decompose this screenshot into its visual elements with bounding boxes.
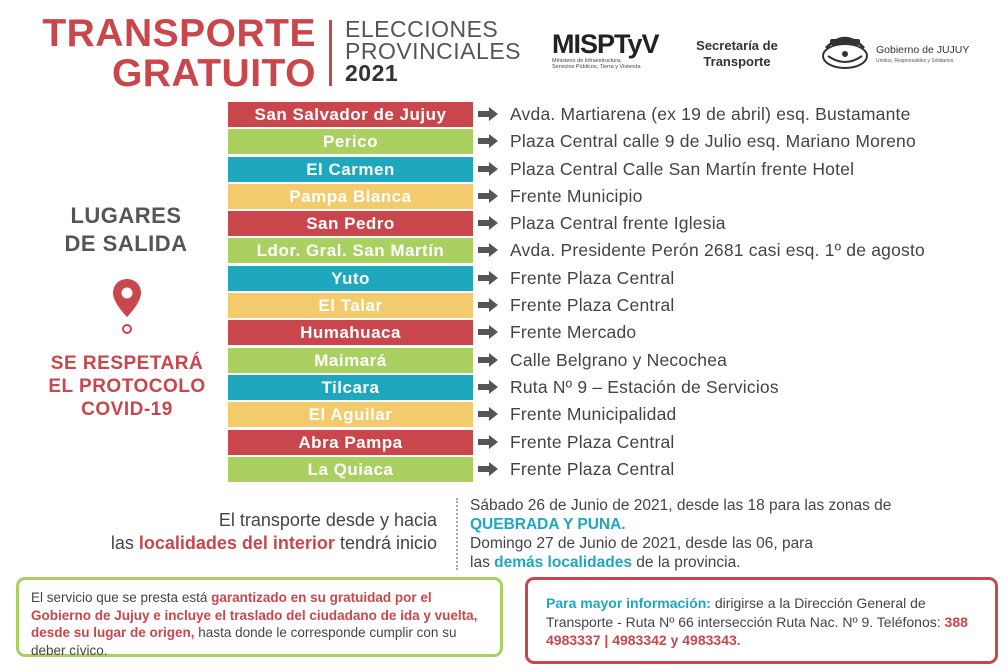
table-row <box>228 292 988 319</box>
table-row <box>228 319 988 346</box>
schedule-line-2 <box>470 515 990 534</box>
schedule-line-4-a: las <box>470 554 495 571</box>
info-text: dirigirse a la Dirección General de Transporte - Ruta Nº 66 intersección Ruta Nac. Nº 9. Teléfonos: <box>546 595 945 630</box>
title-line-1: TRANSPORTE <box>42 12 316 55</box>
info-box <box>525 577 998 664</box>
table-row <box>228 101 988 128</box>
destination-text: Frente Plaza Central <box>510 458 675 479</box>
location-label: Perico <box>228 129 473 155</box>
departure-table <box>228 101 988 483</box>
location-label: El Carmen <box>228 157 473 183</box>
table-row <box>228 210 988 237</box>
main-title <box>38 14 316 94</box>
destination-text: Plaza Central Calle San Martín frente Hotel <box>510 158 855 179</box>
ministry-logo <box>552 30 672 70</box>
location-label: Humahuaca <box>228 320 473 346</box>
transporte-interior-text <box>40 509 437 555</box>
table-row <box>228 156 988 183</box>
lugares-line-1: LUGARES <box>70 203 182 228</box>
gratuidad-box <box>16 577 503 657</box>
location-label: Pampa Blanca <box>228 184 473 210</box>
arrow-right-icon <box>478 271 498 285</box>
location-label: Tilcara <box>228 375 473 401</box>
schedule-quebrada: QUEBRADA Y PUNA. <box>470 516 626 533</box>
transporte-highlight: localidades del interior <box>138 533 335 553</box>
table-row <box>228 347 988 374</box>
location-label: San Salvador de Jujuy <box>228 102 473 128</box>
table-row <box>228 128 988 155</box>
location-label: Abra Pampa <box>228 430 473 456</box>
arrow-right-icon <box>478 407 498 421</box>
elections-heading <box>345 18 521 84</box>
destination-text: Ruta Nº 9 – Estación de Servicios <box>510 376 779 397</box>
gobierno-subtitle: Unidos, Responsables y Solidarios <box>876 58 954 64</box>
schedule-divider <box>456 498 458 570</box>
title-divider <box>329 20 332 86</box>
table-row <box>228 374 988 401</box>
info-phones: 388 4983337 | 4983342 y 4983343. <box>546 613 968 648</box>
destination-text: Avda. Presidente Perón 2681 casi esq. 1º de agosto <box>510 240 925 261</box>
arrow-right-icon <box>478 243 498 257</box>
protocolo-line-1: SE RESPETARÁ <box>50 353 204 374</box>
location-label: San Pedro <box>228 211 473 237</box>
elections-year: 2021 <box>345 60 399 86</box>
destination-text: Plaza Central frente Iglesia <box>510 213 726 234</box>
elections-line-2: PROVINCIALES <box>345 38 521 64</box>
elections-line-1: ELECCIONES <box>345 16 499 42</box>
transporte-line-2-c: tendrá inicio <box>334 533 437 553</box>
transporte-line-2 <box>40 532 437 555</box>
info-label: Para mayor información: <box>546 595 711 611</box>
gratuidad-text-c: hasta donde le corresponde cumplir con su deber cívico. <box>31 625 457 658</box>
arrow-right-icon <box>478 134 498 148</box>
transporte-line-2-a: las <box>110 533 139 553</box>
destination-text: Frente Plaza Central <box>510 431 675 452</box>
destination-text: Avda. Martiarena (ex 19 de abril) esq. Bustamante <box>510 104 911 124</box>
secretaria-logo <box>684 38 790 70</box>
ministry-logo-text: MISPTyV <box>552 29 659 59</box>
protocolo-notice <box>34 352 220 421</box>
arrow-right-icon <box>478 380 498 394</box>
schedule-text <box>470 496 990 572</box>
location-label: El Talar <box>228 293 473 319</box>
location-label: El Aguilar <box>228 402 473 428</box>
table-row <box>228 401 988 428</box>
lugares-heading <box>40 202 212 258</box>
gobierno-name: Gobierno de JUJUY <box>876 44 970 56</box>
transporte-line-1: El transporte desde y hacia <box>218 510 437 530</box>
gobierno-logo <box>816 30 970 76</box>
arrow-right-icon <box>478 462 498 476</box>
arrow-right-icon <box>478 216 498 230</box>
secretaria-line-1: Secretaría de <box>696 38 778 53</box>
location-label: Maimará <box>228 348 473 374</box>
schedule-line-3: Domingo 27 de Junio de 2021, desde las 06, para <box>470 535 813 552</box>
table-row <box>228 429 988 456</box>
destination-text: Frente Municipalidad <box>510 404 677 425</box>
schedule-line-4-c: de la provincia. <box>631 554 741 571</box>
destination-text: Frente Mercado <box>510 322 637 343</box>
protocolo-line-2: EL PROTOCOLO <box>48 376 206 397</box>
table-row <box>228 237 988 264</box>
location-pin-icon <box>111 277 143 335</box>
schedule-line-1: Sábado 26 de Junio de 2021, desde las 18 para las zonas de <box>470 497 892 514</box>
arrow-right-icon <box>478 353 498 367</box>
location-label: Ldor. Gral. San Martín <box>228 238 473 264</box>
arrow-right-icon <box>478 189 498 203</box>
arrow-right-icon <box>478 162 498 176</box>
arrow-right-icon <box>478 107 498 121</box>
ministry-subtitle-2: Servicios Públicos, Tierra y Vivienda <box>552 64 641 70</box>
schedule-demas: demás localidades <box>494 554 632 571</box>
location-label: Yuto <box>228 266 473 292</box>
destination-text: Calle Belgrano y Necochea <box>510 349 728 370</box>
schedule-line-4 <box>470 553 990 572</box>
secretaria-line-2: Transporte <box>703 54 771 69</box>
destination-text: Frente Municipio <box>510 185 643 206</box>
ministry-subtitle-1: Ministerio de Infraestructura, <box>552 58 622 64</box>
lugares-line-2: DE SALIDA <box>64 231 188 256</box>
arrow-right-icon <box>478 435 498 449</box>
destination-text: Plaza Central calle 9 de Julio esq. Mariano Moreno <box>510 131 916 152</box>
destination-text: Frente Plaza Central <box>510 267 675 288</box>
location-label: La Quiaca <box>228 457 473 483</box>
gobierno-emblem-icon <box>816 30 874 76</box>
gratuidad-text-a: El servicio que se presta está <box>31 590 212 605</box>
destination-text: Frente Plaza Central <box>510 295 675 316</box>
table-row <box>228 183 988 210</box>
arrow-right-icon <box>478 325 498 339</box>
table-row <box>228 456 988 483</box>
protocolo-line-3: COVID-19 <box>81 399 173 420</box>
gratuidad-highlight: garantizado en su gratuidad por el Gobierno de Jujuy e incluye el traslado del ciudadano de ida y vuelta, desde su lugar de origen, <box>31 590 478 640</box>
title-line-2: GRATUITO <box>111 52 316 95</box>
arrow-right-icon <box>478 298 498 312</box>
table-row <box>228 265 988 292</box>
